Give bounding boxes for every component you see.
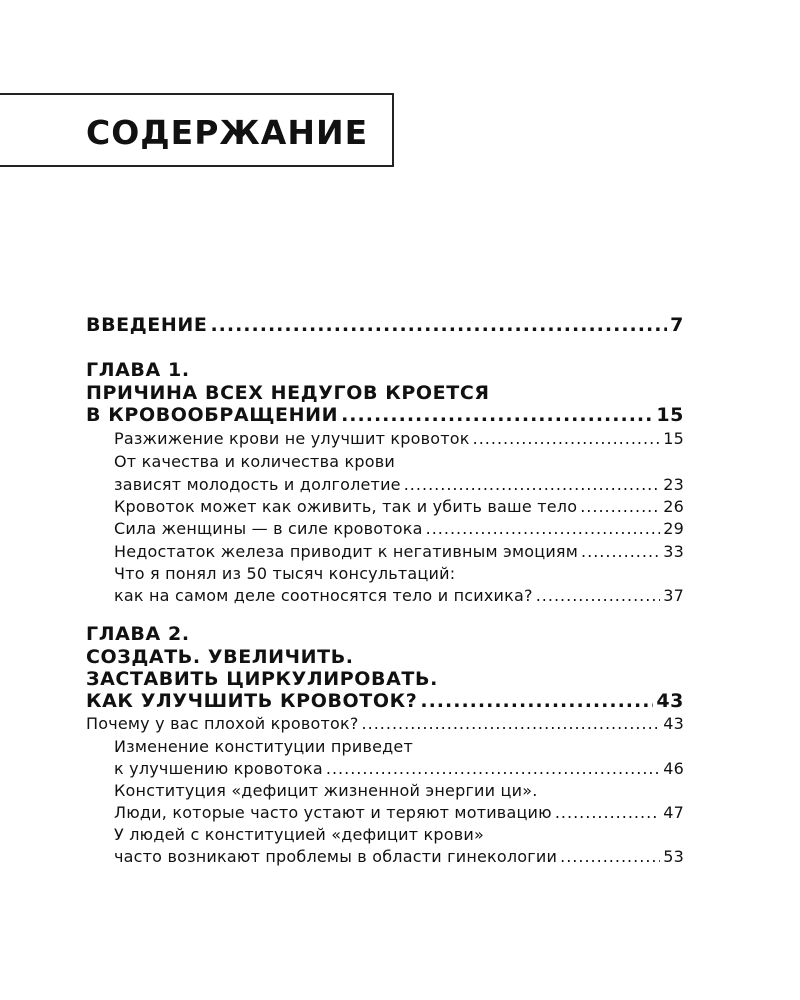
toc-entry-intro[interactable] (86, 314, 684, 336)
dot-leader (326, 759, 660, 778)
toc-entry-label: Почему у вас плохой кровоток? (86, 714, 359, 733)
toc-page-number: 15 (656, 404, 684, 426)
dot-leader (420, 690, 653, 712)
toc-page-number: 46 (663, 759, 684, 778)
toc-entry-label: Сила женщины — в силе кровотока (114, 519, 423, 538)
toc-entry-label: как на самом деле соотносятся тело и психика? (114, 586, 533, 605)
toc-entry-label: Кровоток может как оживить, так и убить ваше тело (114, 497, 578, 516)
dot-leader (473, 429, 661, 448)
dot-leader (341, 404, 653, 426)
chapter-2-number: ГЛАВА 2. (86, 623, 190, 645)
toc-entry-label: У людей с конституцией «дефицит крови» (114, 825, 484, 844)
chapter-2-title: СОЗДАТЬ. УВЕЛИЧИТЬ. (86, 646, 354, 668)
dot-leader (580, 497, 660, 516)
toc-entry[interactable] (114, 429, 684, 448)
dot-leader (560, 847, 660, 866)
toc-page-number: 15 (663, 429, 684, 448)
dot-leader (536, 586, 661, 605)
toc-entry-label: Конституция «дефицит жизненной энергии ци». (114, 781, 538, 800)
toc-page-number: 47 (663, 803, 684, 822)
toc-entry-label: ВВЕДЕНИЕ (86, 314, 208, 336)
toc-entry-chapter-1[interactable] (86, 404, 684, 426)
dot-leader (555, 803, 660, 822)
toc-entry[interactable] (114, 497, 684, 516)
toc-page-number: 53 (663, 847, 684, 866)
toc-entry-label: Изменение конституции приведет (114, 737, 413, 756)
toc-entry[interactable] (114, 847, 684, 866)
toc-entry-label: Что я понял из 50 тысяч консультаций: (114, 564, 456, 583)
toc-entry[interactable] (114, 542, 684, 561)
toc-page-number: 37 (663, 586, 684, 605)
toc-page-number: 23 (663, 475, 684, 494)
toc-entry[interactable] (114, 475, 684, 494)
toc-entry-label: Люди, которые часто устают и теряют мотивацию (114, 803, 552, 822)
toc-entry-label: КАК УЛУЧШИТЬ КРОВОТОК? (86, 690, 418, 712)
toc-entry-chapter-2[interactable] (86, 690, 684, 712)
toc-entry[interactable] (114, 759, 684, 778)
page-title: СОДЕРЖАНИЕ (86, 113, 369, 152)
dot-leader (210, 314, 667, 336)
toc-entry-label: В КРОВООБРАЩЕНИИ (86, 404, 339, 426)
toc-entry[interactable] (114, 586, 684, 605)
chapter-2-title: ЗАСТАВИТЬ ЦИРКУЛИРОВАТЬ. (86, 668, 438, 690)
toc-entry-label: часто возникают проблемы в области гинекологии (114, 847, 558, 866)
toc-page-number: 29 (663, 519, 684, 538)
toc-entry-label: зависят молодость и долголетие (114, 475, 401, 494)
toc-entry[interactable] (114, 803, 684, 822)
dot-leader (362, 714, 661, 733)
toc-entry[interactable] (86, 714, 684, 733)
dot-leader (581, 542, 660, 561)
toc-page-number: 7 (670, 314, 684, 336)
toc-entry[interactable] (114, 519, 684, 538)
toc-entry-label: к улучшению кровотока (114, 759, 323, 778)
toc-page-number: 43 (656, 690, 684, 712)
toc-entry-label: От качества и количества крови (114, 452, 395, 471)
toc-entry-label: Недостаток железа приводит к негативным эмоциям (114, 542, 579, 561)
chapter-1-number: ГЛАВА 1. (86, 359, 190, 381)
toc-page-number: 43 (663, 714, 684, 733)
dot-leader (426, 519, 661, 538)
toc-entry-label: Разжижение крови не улучшит кровоток (114, 429, 470, 448)
dot-leader (404, 475, 661, 494)
toc-page-number: 26 (663, 497, 684, 516)
chapter-1-title: ПРИЧИНА ВСЕХ НЕДУГОВ КРОЕТСЯ (86, 382, 490, 404)
toc-page-number: 33 (663, 542, 684, 561)
